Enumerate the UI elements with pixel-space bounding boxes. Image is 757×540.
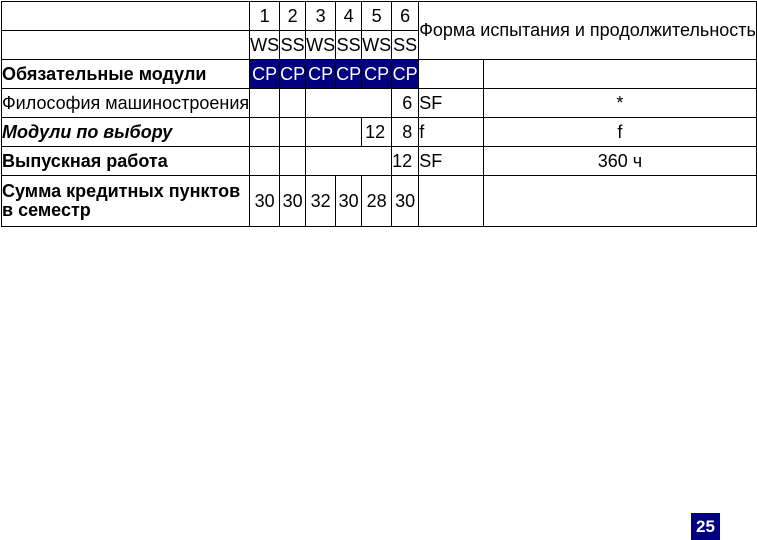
semester-number: 5 xyxy=(362,2,392,31)
empty-cell xyxy=(2,31,250,60)
empty-cell xyxy=(250,147,280,176)
empty-cell xyxy=(483,60,756,89)
season-cell: SS xyxy=(336,31,362,60)
empty-cell xyxy=(306,147,392,176)
empty-cell xyxy=(280,89,306,118)
empty-cell xyxy=(483,176,756,227)
empty-cell xyxy=(2,2,250,31)
semester-number: 6 xyxy=(392,2,419,31)
sum-cell: 30 xyxy=(250,176,280,227)
semester-number-row xyxy=(2,2,757,31)
sum-cell: 28 xyxy=(362,176,392,227)
credit-cell: 8 xyxy=(392,118,419,147)
row-label: Сумма кредитных пунктов в семестр xyxy=(2,176,250,227)
page-number-badge: 25 xyxy=(691,513,720,540)
season-cell: WS xyxy=(306,31,336,60)
row-label: Модули по выбору xyxy=(2,118,250,147)
row-label: Философия машиностроения xyxy=(2,89,250,118)
empty-cell xyxy=(419,176,484,227)
form-cell: * xyxy=(483,89,756,118)
sum-cell: 30 xyxy=(392,176,419,227)
elective-modules-row xyxy=(2,118,757,147)
mandatory-modules-row xyxy=(2,60,757,89)
form-cell: f xyxy=(483,118,756,147)
empty-cell xyxy=(280,147,306,176)
season-cell: WS xyxy=(250,31,280,60)
season-cell: SS xyxy=(392,31,419,60)
unit-cell: CP xyxy=(392,60,419,89)
exam-cell: f xyxy=(419,118,484,147)
unit-cell: CP xyxy=(336,60,362,89)
season-cell: SS xyxy=(280,31,306,60)
thesis-row xyxy=(2,147,757,176)
row-label: Обязательные модули xyxy=(2,60,250,89)
semester-number: 4 xyxy=(336,2,362,31)
semester-number: 3 xyxy=(306,2,336,31)
semester-number: 1 xyxy=(250,2,280,31)
semester-number: 2 xyxy=(280,2,306,31)
credit-cell: 12 xyxy=(362,118,392,147)
credit-cell: 6 xyxy=(392,89,419,118)
form-cell: 360 ч xyxy=(483,147,756,176)
empty-cell xyxy=(419,60,484,89)
credit-cell: 12 xyxy=(392,147,419,176)
sum-cell: 30 xyxy=(280,176,306,227)
sum-cell: 30 xyxy=(336,176,362,227)
empty-cell xyxy=(306,89,392,118)
unit-cell: CP xyxy=(306,60,336,89)
unit-cell: CP xyxy=(280,60,306,89)
empty-cell xyxy=(280,118,306,147)
credit-sum-row xyxy=(2,176,757,227)
sum-cell: 32 xyxy=(306,176,336,227)
empty-cell xyxy=(306,118,362,147)
curriculum-table xyxy=(1,1,757,227)
season-cell: WS xyxy=(362,31,392,60)
form-header: Форма испытания и продолжительность xyxy=(419,2,757,60)
row-label: Выпускная работа xyxy=(2,147,250,176)
empty-cell xyxy=(250,118,280,147)
empty-cell xyxy=(250,89,280,118)
unit-cell: CP xyxy=(362,60,392,89)
exam-cell: SF xyxy=(419,89,484,118)
exam-cell: SF xyxy=(419,147,484,176)
philosophy-row xyxy=(2,89,757,118)
unit-cell: CP xyxy=(250,60,280,89)
